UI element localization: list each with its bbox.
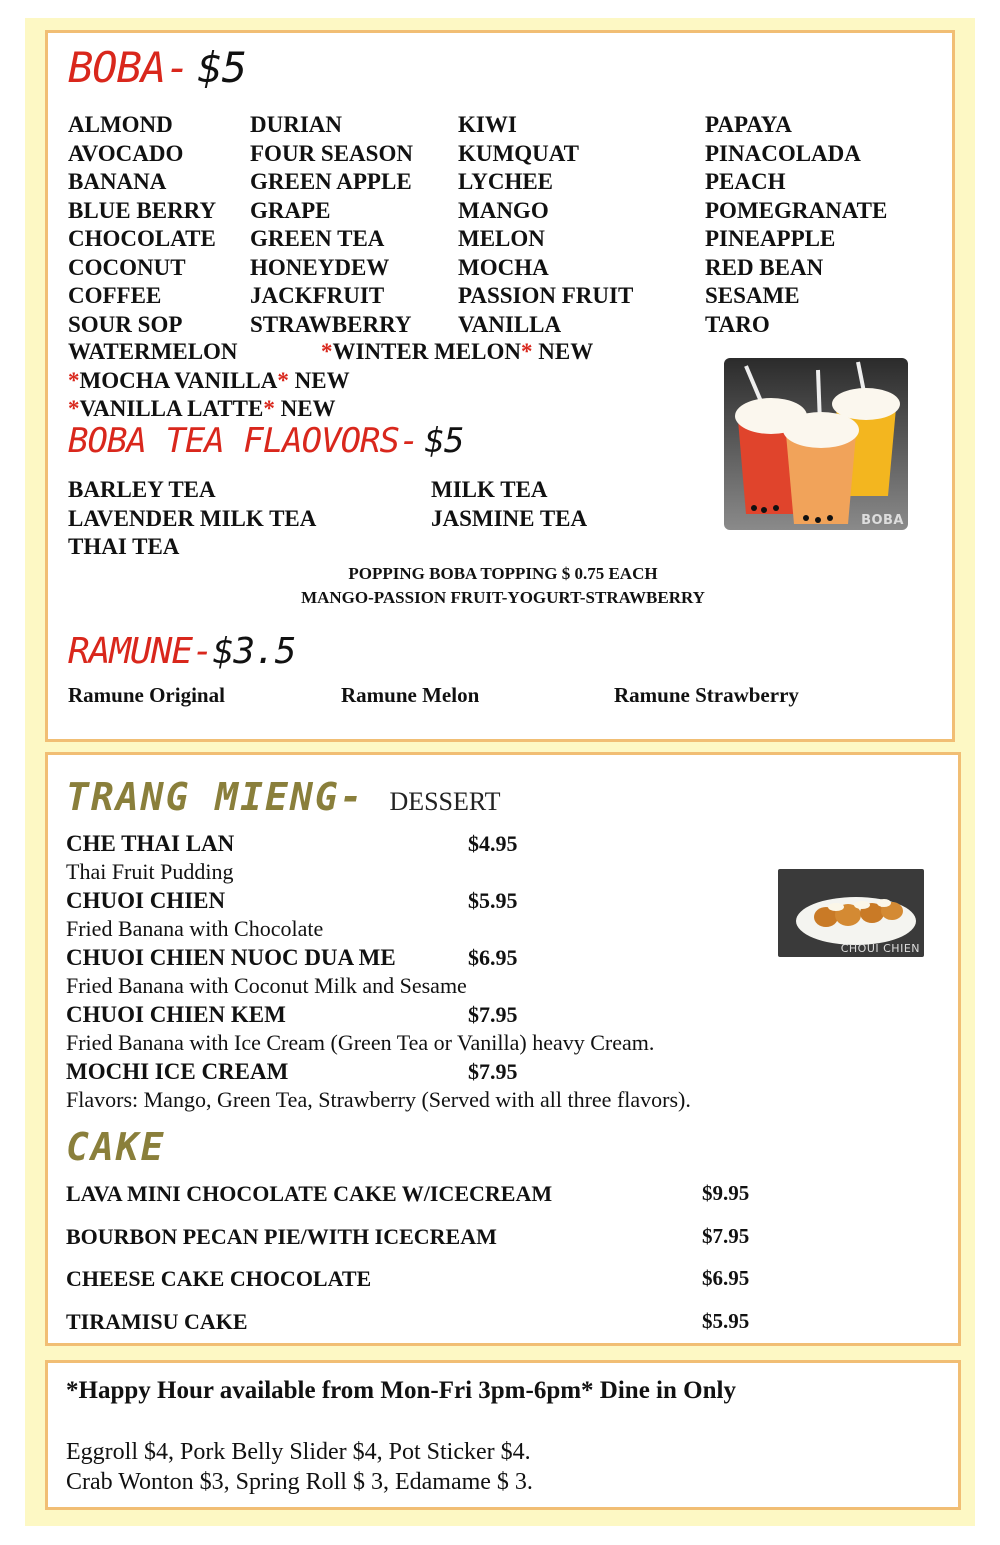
dessert-heading — [66, 775, 501, 819]
flavor-item: KIWI — [458, 112, 517, 137]
ramune-item: Ramune Original — [68, 683, 225, 707]
flavor-item: PEACH — [705, 169, 786, 194]
drinks-panel — [45, 30, 955, 742]
boba-tea-price: $5 — [424, 421, 464, 461]
boba-price: $5 — [197, 43, 247, 92]
new-badge: NEW — [288, 368, 350, 393]
dessert-item-price: $7.95 — [468, 1059, 518, 1084]
dessert-item-price: $5.95 — [468, 888, 518, 913]
flavor-item: PINEAPPLE — [705, 226, 836, 251]
dessert-title: TRANG MIENG- — [66, 775, 365, 819]
vanilla-latte-label: VANILLA LATTE — [79, 396, 264, 421]
flavor-winter-melon — [321, 339, 593, 365]
star-mark: * — [68, 396, 80, 421]
boba-photo-label: BOBA — [861, 513, 904, 528]
flavor-item: GRAPE — [250, 197, 331, 223]
flavor-vanilla-latte — [68, 396, 336, 422]
flavor-item: SOUR SOP — [68, 311, 183, 337]
tea-item: BARLEY TEA — [68, 477, 216, 502]
dessert-item-desc: Flavors: Mango, Green Tea, Strawberry (Served with all three flavors). — [66, 1087, 691, 1112]
tea-item: MILK TEA — [431, 477, 548, 502]
flavor-item: ALMOND — [68, 112, 173, 137]
cake-item-price: $7.95 — [702, 1224, 750, 1248]
ramune-title: RAMUNE- — [68, 631, 213, 672]
flavor-item: SESAME — [705, 283, 800, 308]
cake-item-price: $6.95 — [702, 1266, 750, 1290]
dessert-panel — [45, 752, 961, 1346]
flavor-item: KUMQUAT — [458, 140, 579, 166]
cake-title: CAKE — [66, 1125, 166, 1169]
flavor-item: CHOCOLATE — [68, 226, 216, 251]
cake-item-name: TIRAMISU CAKE — [66, 1309, 248, 1334]
flavor-item: BLUE BERRY — [68, 197, 217, 223]
new-badge: NEW — [274, 396, 336, 421]
flavor-item: PASSION FRUIT — [458, 283, 634, 308]
boba-heading — [68, 43, 246, 92]
flavor-item: COCONUT — [68, 254, 186, 280]
flavor-item: BANANA — [68, 169, 167, 194]
dessert-item-price: $4.95 — [468, 831, 518, 856]
flavor-item: MOCHA — [458, 254, 549, 280]
flavor-watermelon: WATERMELON — [68, 339, 238, 364]
flavor-item: DURIAN — [250, 112, 342, 137]
dessert-item-price: $6.95 — [468, 945, 518, 970]
mocha-vanilla-label: MOCHA VANILLA — [79, 368, 278, 393]
boba-drinks-image — [724, 358, 908, 530]
ramune-price: $3.5 — [212, 631, 296, 672]
flavor-item: PINACOLADA — [705, 140, 861, 166]
boba-tea-heading — [68, 421, 463, 461]
cake-item-price: $9.95 — [702, 1181, 750, 1205]
flavor-column-4 — [705, 111, 887, 339]
happy-hour-line-2: Crab Wonton $3, Spring Roll $ 3, Edamame $ 3. — [66, 1469, 533, 1495]
dessert-subtitle: DESSERT — [389, 787, 501, 816]
ramune-item: Ramune Melon — [341, 683, 480, 707]
dessert-photo-label: CHOUI CHIEN — [840, 942, 920, 955]
flavor-item: HONEYDEW — [250, 254, 390, 280]
flavor-item: LYCHEE — [458, 169, 554, 194]
dessert-photo — [778, 869, 924, 957]
happy-hour-panel — [45, 1360, 961, 1510]
star-mark: * — [521, 339, 533, 364]
dessert-item-desc: Fried Banana with Ice Cream (Green Tea or Vanilla) heavy Cream. — [66, 1030, 655, 1055]
star-mark: * — [277, 368, 289, 393]
dessert-item-name: CHUOI CHIEN KEM — [66, 1002, 286, 1027]
dessert-item-name: CHUOI CHIEN — [66, 888, 226, 913]
flavor-item: STRAWBERRY — [250, 311, 412, 337]
dessert-item-desc: Fried Banana with Chocolate — [66, 916, 324, 941]
ramune-item: Ramune Strawberry — [614, 683, 799, 707]
flavor-item: COFFEE — [68, 283, 162, 308]
flavor-item: GREEN APPLE — [250, 169, 412, 194]
tea-item: THAI TEA — [68, 534, 180, 559]
dessert-item-name: MOCHI ICE CREAM — [66, 1059, 289, 1084]
flavor-item: RED BEAN — [705, 254, 824, 280]
cake-item-name: CHEESE CAKE CHOCOLATE — [66, 1266, 372, 1291]
topping-line-1: POPPING BOBA TOPPING $ 0.75 EACH — [348, 564, 658, 583]
flavor-item: AVOCADO — [68, 140, 184, 166]
menu-page — [25, 18, 975, 1526]
flavor-item: MELON — [458, 226, 545, 251]
cake-item-name: LAVA MINI CHOCOLATE CAKE W/ICECREAM — [66, 1181, 553, 1206]
boba-tea-title: BOBA TEA FLAOVORS- — [68, 421, 419, 461]
dessert-item-name: CHUOI CHIEN NUOC DUA ME — [66, 945, 396, 970]
cake-item-price: $5.95 — [702, 1309, 750, 1333]
flavor-item: VANILLA — [458, 311, 562, 337]
flavor-item: GREEN TEA — [250, 226, 385, 251]
flavor-item: TARO — [705, 311, 770, 337]
topping-line-2: MANGO-PASSION FRUIT-YOGURT-STRAWBERRY — [301, 588, 705, 607]
flavor-item: PAPAYA — [705, 112, 792, 137]
flavor-item: JACKFRUIT — [250, 283, 385, 308]
flavor-column-1 — [68, 111, 216, 339]
winter-melon-label: WINTER MELON — [332, 339, 521, 364]
happy-hour-line-1: Eggroll $4, Pork Belly Slider $4, Pot Sticker $4. — [66, 1439, 531, 1465]
flavor-mocha-vanilla — [68, 368, 350, 394]
flavor-column-3 — [458, 111, 633, 339]
star-mark: * — [321, 339, 333, 364]
dessert-item-desc: Thai Fruit Pudding — [66, 859, 234, 884]
flavor-item: FOUR SEASON — [250, 140, 413, 166]
tea-item: JASMINE TEA — [431, 506, 588, 531]
tea-item: LAVENDER MILK TEA — [68, 506, 317, 531]
star-mark: * — [68, 368, 80, 393]
new-badge: NEW — [532, 339, 594, 364]
dessert-item-price: $7.95 — [468, 1002, 518, 1027]
flavor-column-2 — [250, 111, 413, 339]
cake-item-name: BOURBON PECAN PIE/WITH ICECREAM — [66, 1224, 497, 1249]
dessert-item-name: CHE THAI LAN — [66, 831, 235, 856]
ramune-heading — [68, 631, 295, 672]
boba-photo — [724, 358, 908, 530]
star-mark: * — [263, 396, 275, 421]
dessert-item-desc: Fried Banana with Coconut Milk and Sesame — [66, 973, 467, 998]
boba-title: BOBA- — [68, 43, 190, 92]
flavor-item: POMEGRANATE — [705, 197, 888, 223]
happy-hour-title: *Happy Hour available from Mon-Fri 3pm-6pm* Dine in Only — [66, 1377, 736, 1404]
cake-heading — [66, 1125, 166, 1169]
flavor-item: MANGO — [458, 197, 549, 223]
